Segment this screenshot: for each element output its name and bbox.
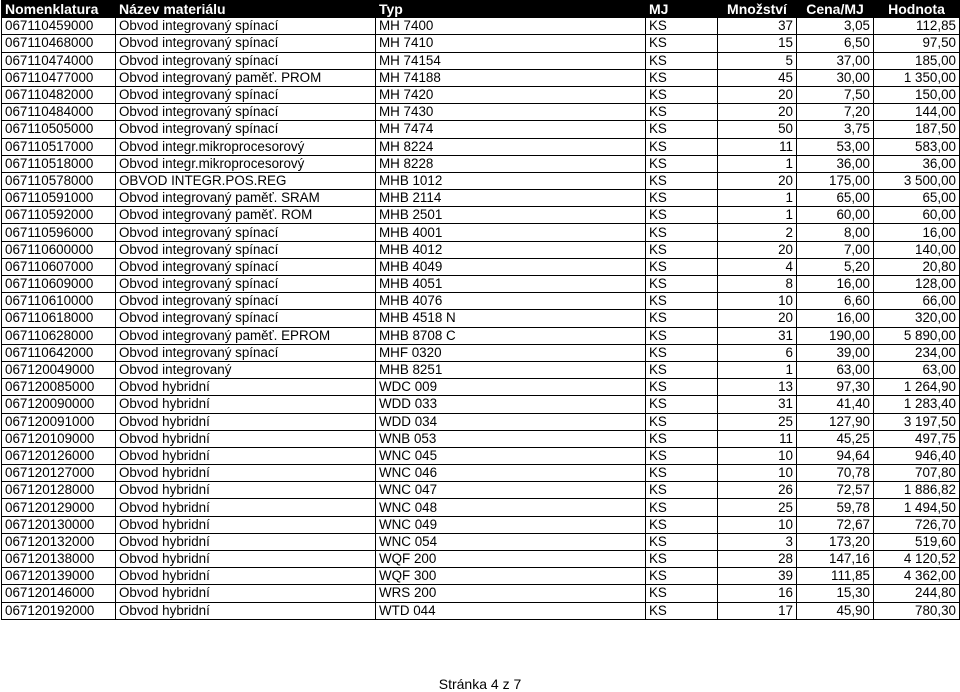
cena-cell: 41,40: [797, 396, 874, 413]
nazev-cell: Obvod hybridní: [116, 585, 376, 602]
inventory-table: [1, 0, 960, 620]
hodnota-cell: 128,00: [874, 276, 960, 293]
mj-cell: KS: [646, 344, 718, 361]
hodnota-cell: 185,00: [874, 52, 960, 69]
hodnota-cell: 497,75: [874, 430, 960, 447]
typ-cell: WRS 200: [376, 585, 646, 602]
mj-cell: KS: [646, 516, 718, 533]
cena-cell: 65,00: [797, 190, 874, 207]
mj-cell: KS: [646, 447, 718, 464]
nomenklatura-cell: 067110482000: [2, 86, 116, 103]
hodnota-cell: 150,00: [874, 86, 960, 103]
table-row: [2, 499, 960, 516]
table-row: [2, 533, 960, 550]
hodnota-cell: 63,00: [874, 361, 960, 378]
typ-cell: MH 8228: [376, 155, 646, 172]
cena-cell: 190,00: [797, 327, 874, 344]
nazev-cell: Obvod hybridní: [116, 465, 376, 482]
hodnota-cell: 187,50: [874, 121, 960, 138]
nazev-cell: Obvod integrovaný spínací: [116, 258, 376, 275]
mj-cell: KS: [646, 224, 718, 241]
hodnota-cell: 66,00: [874, 293, 960, 310]
cena-cell: 7,00: [797, 241, 874, 258]
nazev-cell: Obvod hybridní: [116, 568, 376, 585]
nomenklatura-cell: 067120138000: [2, 551, 116, 568]
cena-cell: 53,00: [797, 138, 874, 155]
mnozstvi-cell: 20: [718, 310, 797, 327]
table-row: [2, 344, 960, 361]
nazev-cell: OBVOD INTEGR.POS.REG: [116, 172, 376, 189]
nazev-cell: Obvod integr.mikroprocesorový: [116, 155, 376, 172]
mnozstvi-cell: 3: [718, 533, 797, 550]
mj-cell: KS: [646, 533, 718, 550]
nazev-cell: Obvod hybridní: [116, 430, 376, 447]
nomenklatura-cell: 067120049000: [2, 361, 116, 378]
hodnota-cell: 112,85: [874, 18, 960, 35]
hodnota-cell: 320,00: [874, 310, 960, 327]
col-header-cena: Cena/MJ: [797, 1, 874, 18]
table-row: [2, 172, 960, 189]
typ-cell: MHB 1012: [376, 172, 646, 189]
typ-cell: MHB 4049: [376, 258, 646, 275]
nomenklatura-cell: 067110607000: [2, 258, 116, 275]
col-header-mj: MJ: [646, 1, 718, 18]
mnozstvi-cell: 45: [718, 69, 797, 86]
typ-cell: WDD 033: [376, 396, 646, 413]
nomenklatura-cell: 067110468000: [2, 35, 116, 52]
nazev-cell: Obvod hybridní: [116, 516, 376, 533]
hodnota-cell: 4 362,00: [874, 568, 960, 585]
mj-cell: KS: [646, 138, 718, 155]
table-row: [2, 413, 960, 430]
nomenklatura-cell: 067110484000: [2, 104, 116, 121]
cena-cell: 97,30: [797, 379, 874, 396]
hodnota-cell: 1 886,82: [874, 482, 960, 499]
nomenklatura-cell: 067110505000: [2, 121, 116, 138]
table-row: [2, 361, 960, 378]
hodnota-cell: 60,00: [874, 207, 960, 224]
mj-cell: KS: [646, 551, 718, 568]
cena-cell: 111,85: [797, 568, 874, 585]
mj-cell: KS: [646, 482, 718, 499]
nazev-cell: Obvod integrovaný spínací: [116, 52, 376, 69]
table-row: [2, 276, 960, 293]
table-row: [2, 585, 960, 602]
hodnota-cell: 65,00: [874, 190, 960, 207]
table-row: [2, 138, 960, 155]
typ-cell: MH 74154: [376, 52, 646, 69]
hodnota-cell: 3 500,00: [874, 172, 960, 189]
nomenklatura-cell: 067110474000: [2, 52, 116, 69]
col-header-mnozstvi: Množství: [718, 1, 797, 18]
table-row: [2, 447, 960, 464]
page-footer: Stránka 4 z 7: [438, 676, 522, 692]
cena-cell: 173,20: [797, 533, 874, 550]
nazev-cell: Obvod integr.mikroprocesorový: [116, 138, 376, 155]
nomenklatura-cell: 067110591000: [2, 190, 116, 207]
col-header-nomenklatura: Nomenklatura: [2, 1, 116, 18]
mj-cell: KS: [646, 207, 718, 224]
table-row: [2, 396, 960, 413]
cena-cell: 175,00: [797, 172, 874, 189]
mj-cell: KS: [646, 52, 718, 69]
nomenklatura-cell: 067120109000: [2, 430, 116, 447]
cena-cell: 16,00: [797, 276, 874, 293]
table-row: [2, 482, 960, 499]
cena-cell: 5,20: [797, 258, 874, 275]
table-row: [2, 568, 960, 585]
hodnota-cell: 234,00: [874, 344, 960, 361]
mnozstvi-cell: 11: [718, 138, 797, 155]
cena-cell: 7,20: [797, 104, 874, 121]
typ-cell: MHB 4001: [376, 224, 646, 241]
mnozstvi-cell: 8: [718, 276, 797, 293]
nazev-cell: Obvod hybridní: [116, 482, 376, 499]
cena-cell: 94,64: [797, 447, 874, 464]
mnozstvi-cell: 1: [718, 361, 797, 378]
nomenklatura-cell: 067110609000: [2, 276, 116, 293]
typ-cell: MHB 2114: [376, 190, 646, 207]
hodnota-cell: 519,60: [874, 533, 960, 550]
mj-cell: KS: [646, 172, 718, 189]
table-row: [2, 327, 960, 344]
col-header-hodnota: Hodnota: [874, 1, 960, 18]
nazev-cell: Obvod integrovaný spínací: [116, 121, 376, 138]
nomenklatura-cell: 067110628000: [2, 327, 116, 344]
table-row: [2, 224, 960, 241]
typ-cell: WNB 053: [376, 430, 646, 447]
hodnota-cell: 726,70: [874, 516, 960, 533]
nomenklatura-cell: 067110517000: [2, 138, 116, 155]
typ-cell: MH 7420: [376, 86, 646, 103]
typ-cell: MHB 4518 N: [376, 310, 646, 327]
nazev-cell: Obvod integrovaný spínací: [116, 86, 376, 103]
nomenklatura-cell: 067120126000: [2, 447, 116, 464]
hodnota-cell: 20,80: [874, 258, 960, 275]
typ-cell: WDC 009: [376, 379, 646, 396]
nazev-cell: Obvod integrovaný paměť. SRAM: [116, 190, 376, 207]
table-row: [2, 258, 960, 275]
nazev-cell: Obvod hybridní: [116, 447, 376, 464]
cena-cell: 63,00: [797, 361, 874, 378]
nomenklatura-cell: 067120130000: [2, 516, 116, 533]
table-row: [2, 379, 960, 396]
cena-cell: 6,50: [797, 35, 874, 52]
mnozstvi-cell: 17: [718, 602, 797, 619]
cena-cell: 72,67: [797, 516, 874, 533]
mnozstvi-cell: 39: [718, 568, 797, 585]
hodnota-cell: 1 283,40: [874, 396, 960, 413]
hodnota-cell: 97,50: [874, 35, 960, 52]
table-row: [2, 69, 960, 86]
table-row: [2, 86, 960, 103]
cena-cell: 37,00: [797, 52, 874, 69]
mj-cell: KS: [646, 361, 718, 378]
typ-cell: MHB 8708 C: [376, 327, 646, 344]
nomenklatura-cell: 067110642000: [2, 344, 116, 361]
cena-cell: 3,75: [797, 121, 874, 138]
cena-cell: 6,60: [797, 293, 874, 310]
typ-cell: MH 8224: [376, 138, 646, 155]
nomenklatura-cell: 067120127000: [2, 465, 116, 482]
nomenklatura-cell: 067120129000: [2, 499, 116, 516]
hodnota-cell: 140,00: [874, 241, 960, 258]
nomenklatura-cell: 067110578000: [2, 172, 116, 189]
nomenklatura-cell: 067110477000: [2, 69, 116, 86]
table-row: [2, 465, 960, 482]
nomenklatura-cell: 067110518000: [2, 155, 116, 172]
typ-cell: MH 7410: [376, 35, 646, 52]
cena-cell: 39,00: [797, 344, 874, 361]
mnozstvi-cell: 4: [718, 258, 797, 275]
cena-cell: 127,90: [797, 413, 874, 430]
typ-cell: MH 74188: [376, 69, 646, 86]
hodnota-cell: 4 120,52: [874, 551, 960, 568]
mj-cell: KS: [646, 241, 718, 258]
nomenklatura-cell: 067120132000: [2, 533, 116, 550]
mnozstvi-cell: 25: [718, 499, 797, 516]
typ-cell: MH 7400: [376, 18, 646, 35]
table-row: [2, 35, 960, 52]
nomenklatura-cell: 067110610000: [2, 293, 116, 310]
typ-cell: WQF 300: [376, 568, 646, 585]
mj-cell: KS: [646, 293, 718, 310]
mnozstvi-cell: 10: [718, 465, 797, 482]
typ-cell: MH 7430: [376, 104, 646, 121]
nazev-cell: Obvod integrovaný spínací: [116, 276, 376, 293]
nazev-cell: Obvod hybridní: [116, 533, 376, 550]
cena-cell: 3,05: [797, 18, 874, 35]
cena-cell: 70,78: [797, 465, 874, 482]
mnozstvi-cell: 11: [718, 430, 797, 447]
hodnota-cell: 946,40: [874, 447, 960, 464]
mj-cell: KS: [646, 602, 718, 619]
header-row: [2, 1, 960, 18]
mj-cell: KS: [646, 86, 718, 103]
mj-cell: KS: [646, 104, 718, 121]
nomenklatura-cell: 067120192000: [2, 602, 116, 619]
typ-cell: MHF 0320: [376, 344, 646, 361]
hodnota-cell: 1 494,50: [874, 499, 960, 516]
table-row: [2, 241, 960, 258]
mnozstvi-cell: 10: [718, 516, 797, 533]
cena-cell: 45,90: [797, 602, 874, 619]
nomenklatura-cell: 067120090000: [2, 396, 116, 413]
mj-cell: KS: [646, 69, 718, 86]
mj-cell: KS: [646, 258, 718, 275]
nazev-cell: Obvod integrovaný paměť. PROM: [116, 69, 376, 86]
hodnota-cell: 36,00: [874, 155, 960, 172]
hodnota-cell: 780,30: [874, 602, 960, 619]
nomenklatura-cell: 067110618000: [2, 310, 116, 327]
table-row: [2, 516, 960, 533]
nazev-cell: Obvod integrovaný spínací: [116, 293, 376, 310]
mj-cell: KS: [646, 327, 718, 344]
nomenklatura-cell: 067110459000: [2, 18, 116, 35]
table-row: [2, 430, 960, 447]
mj-cell: KS: [646, 310, 718, 327]
typ-cell: WNC 045: [376, 447, 646, 464]
mnozstvi-cell: 10: [718, 447, 797, 464]
mj-cell: KS: [646, 121, 718, 138]
mnozstvi-cell: 37: [718, 18, 797, 35]
mnozstvi-cell: 1: [718, 190, 797, 207]
hodnota-cell: 5 890,00: [874, 327, 960, 344]
hodnota-cell: 1 350,00: [874, 69, 960, 86]
table-row: [2, 155, 960, 172]
mj-cell: KS: [646, 379, 718, 396]
nazev-cell: Obvod integrovaný spínací: [116, 344, 376, 361]
mj-cell: KS: [646, 155, 718, 172]
mj-cell: KS: [646, 276, 718, 293]
cena-cell: 36,00: [797, 155, 874, 172]
mj-cell: KS: [646, 35, 718, 52]
nazev-cell: Obvod integrovaný paměť. ROM: [116, 207, 376, 224]
mj-cell: KS: [646, 430, 718, 447]
nazev-cell: Obvod integrovaný spínací: [116, 224, 376, 241]
mj-cell: KS: [646, 568, 718, 585]
typ-cell: MHB 4076: [376, 293, 646, 310]
table-row: [2, 207, 960, 224]
nomenklatura-cell: 067110600000: [2, 241, 116, 258]
cena-cell: 30,00: [797, 69, 874, 86]
nazev-cell: Obvod integrovaný: [116, 361, 376, 378]
typ-cell: WNC 046: [376, 465, 646, 482]
mj-cell: KS: [646, 499, 718, 516]
mnozstvi-cell: 2: [718, 224, 797, 241]
nazev-cell: Obvod integrovaný spínací: [116, 310, 376, 327]
mnozstvi-cell: 31: [718, 327, 797, 344]
nazev-cell: Obvod integrovaný spínací: [116, 18, 376, 35]
nomenklatura-cell: 067120128000: [2, 482, 116, 499]
nazev-cell: Obvod integrovaný spínací: [116, 104, 376, 121]
mnozstvi-cell: 16: [718, 585, 797, 602]
mj-cell: KS: [646, 585, 718, 602]
hodnota-cell: 707,80: [874, 465, 960, 482]
cena-cell: 16,00: [797, 310, 874, 327]
cena-cell: 7,50: [797, 86, 874, 103]
mnozstvi-cell: 50: [718, 121, 797, 138]
typ-cell: WTD 044: [376, 602, 646, 619]
mj-cell: KS: [646, 190, 718, 207]
cena-cell: 45,25: [797, 430, 874, 447]
mnozstvi-cell: 1: [718, 155, 797, 172]
mj-cell: KS: [646, 396, 718, 413]
mnozstvi-cell: 20: [718, 104, 797, 121]
mnozstvi-cell: 25: [718, 413, 797, 430]
mnozstvi-cell: 26: [718, 482, 797, 499]
nazev-cell: Obvod hybridní: [116, 379, 376, 396]
mnozstvi-cell: 15: [718, 35, 797, 52]
nomenklatura-cell: 067120139000: [2, 568, 116, 585]
nazev-cell: Obvod integrovaný spínací: [116, 241, 376, 258]
nazev-cell: Obvod hybridní: [116, 413, 376, 430]
nazev-cell: Obvod integrovaný paměť. EPROM: [116, 327, 376, 344]
hodnota-cell: 144,00: [874, 104, 960, 121]
mnozstvi-cell: 20: [718, 86, 797, 103]
typ-cell: WNC 047: [376, 482, 646, 499]
table-row: [2, 121, 960, 138]
table-row: [2, 104, 960, 121]
nazev-cell: Obvod integrovaný spínací: [116, 35, 376, 52]
nomenklatura-cell: 067110596000: [2, 224, 116, 241]
col-header-nazev: Název materiálu: [116, 1, 376, 18]
table-row: [2, 310, 960, 327]
hodnota-cell: 16,00: [874, 224, 960, 241]
table-row: [2, 190, 960, 207]
mj-cell: KS: [646, 18, 718, 35]
mnozstvi-cell: 31: [718, 396, 797, 413]
table-row: [2, 293, 960, 310]
typ-cell: MHB 4012: [376, 241, 646, 258]
typ-cell: WNC 048: [376, 499, 646, 516]
typ-cell: MHB 2501: [376, 207, 646, 224]
typ-cell: WQF 200: [376, 551, 646, 568]
nazev-cell: Obvod hybridní: [116, 602, 376, 619]
mnozstvi-cell: 20: [718, 241, 797, 258]
table-row: [2, 18, 960, 35]
table-row: [2, 52, 960, 69]
table-row: [2, 602, 960, 619]
typ-cell: MHB 4051: [376, 276, 646, 293]
nomenklatura-cell: 067120085000: [2, 379, 116, 396]
mj-cell: KS: [646, 413, 718, 430]
typ-cell: MHB 8251: [376, 361, 646, 378]
hodnota-cell: 583,00: [874, 138, 960, 155]
nomenklatura-cell: 067120091000: [2, 413, 116, 430]
mnozstvi-cell: 6: [718, 344, 797, 361]
cena-cell: 60,00: [797, 207, 874, 224]
mnozstvi-cell: 13: [718, 379, 797, 396]
mnozstvi-cell: 10: [718, 293, 797, 310]
cena-cell: 15,30: [797, 585, 874, 602]
typ-cell: WDD 034: [376, 413, 646, 430]
nazev-cell: Obvod hybridní: [116, 499, 376, 516]
nazev-cell: Obvod hybridní: [116, 551, 376, 568]
cena-cell: 147,16: [797, 551, 874, 568]
mnozstvi-cell: 5: [718, 52, 797, 69]
mnozstvi-cell: 28: [718, 551, 797, 568]
mnozstvi-cell: 1: [718, 207, 797, 224]
hodnota-cell: 244,80: [874, 585, 960, 602]
mj-cell: KS: [646, 465, 718, 482]
table-row: [2, 551, 960, 568]
cena-cell: 72,57: [797, 482, 874, 499]
typ-cell: MH 7474: [376, 121, 646, 138]
nomenklatura-cell: 067120146000: [2, 585, 116, 602]
hodnota-cell: 1 264,90: [874, 379, 960, 396]
nomenklatura-cell: 067110592000: [2, 207, 116, 224]
typ-cell: WNC 054: [376, 533, 646, 550]
hodnota-cell: 3 197,50: [874, 413, 960, 430]
cena-cell: 8,00: [797, 224, 874, 241]
cena-cell: 59,78: [797, 499, 874, 516]
nazev-cell: Obvod hybridní: [116, 396, 376, 413]
mnozstvi-cell: 20: [718, 172, 797, 189]
typ-cell: WNC 049: [376, 516, 646, 533]
col-header-typ: Typ: [376, 1, 646, 18]
